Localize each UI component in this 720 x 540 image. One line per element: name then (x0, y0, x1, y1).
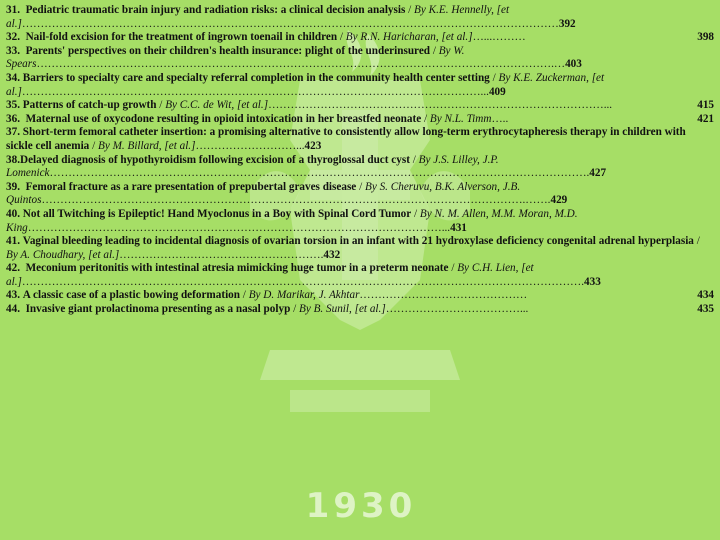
entry-title: Not all Twitching is Epileptic! Hand Myoclonus in a Boy with Spinal Cord Tumor (22, 207, 412, 220)
toc-entry-43[interactable]: 43. A classic case of a plastic bowing deformation / By D. Marikar, J. Akhtar……………………………………… 434 (6, 289, 714, 302)
entry-authors: By C.C. de Wit, [et al.] (165, 99, 269, 112)
entry-authors: By N. M. Allen, M.M. Moran, M.D. King (6, 207, 578, 234)
entry-authors: By R.N. Haricharan, [et al.] (345, 31, 473, 44)
entry-authors: By B. Sunil, [et al.] (299, 303, 386, 316)
entry-page: 432 (323, 248, 341, 261)
entry-number: 44. (6, 303, 20, 316)
toc-entry-34[interactable]: 34. Barriers to specialty care and specialty referral completion in the community health center setting / By K.E. Zuckerman, [et al.]……………………………………………………………………………………………………………...409 (6, 71, 605, 98)
entry-title: Delayed diagnosis of hypothyroidism following excision of a thyroglossal duct cyst (19, 153, 410, 166)
entry-number: 42. (6, 262, 20, 275)
entry-number: 37. (6, 126, 20, 139)
toc-entry-33[interactable]: 33. Parents' perspectives on their children's health insurance: plight of the underinsured / By W. Spears………………………………………………………………………………………………………………………….…403 (6, 44, 582, 71)
entry-page: 415 (697, 99, 714, 112)
entry-page: 409 (488, 85, 506, 98)
entry-authors: By A. Choudhary, [et al.] (6, 248, 120, 261)
toc-entry-31[interactable]: 31. Pediatric traumatic brain injury and radiation risks: a clinical decision analysis / By K.E. Hennelly, [et al.]………………………………………………………………………………………………………………………………392 (6, 4, 576, 30)
toc-entry-37[interactable]: 37. Short-term femoral catheter insertion: a promising alternative to consistently allow long-term erythrocytapheresis therapy in children with sickle cell anemia / By M. Billard, [et al.]………………………...423 (6, 126, 686, 152)
entry-authors: By J.S. Lilley, J.P. Lomenick (6, 153, 499, 180)
table-of-contents (6, 4, 714, 317)
entry-authors: By W. Spears (6, 44, 465, 71)
entry-number: 31. (6, 4, 20, 16)
entry-title: Short-term femoral catheter insertion: a promising alternative to consistently allow long-term erythrocytapheresis therapy in children with sickle cell anemia (6, 126, 686, 152)
entry-number: 43. (6, 289, 20, 302)
toc-entry-41[interactable]: 41. Vaginal bleeding leading to incidental diagnosis of ovarian torsion in an infant with 21 hydroxylase deficiency congenital adrenal hyperplasia / By A. Choudhary, [et al.]……………………………………………….432 (6, 235, 700, 261)
entry-page: 434 (697, 289, 714, 302)
entry-page: 427 (589, 167, 607, 180)
toc-entry-38[interactable]: 38.Delayed diagnosis of hypothyroidism following excision of a thyroglossal duct cyst / By J.S. Lilley, J.P. Lomenick……………………………………………………………………………………………………………………………….427 (6, 153, 607, 180)
entry-number: 39. (6, 180, 20, 193)
toc-entry-35[interactable]: 35. Patterns of catch-up growth / By C.C. de Wit, [et al.]………………………………………………………………………………... 415 (6, 99, 714, 112)
toc-entry-44[interactable]: 44. Invasive giant prolactinoma presenting as a nasal polyp / By B. Sunil, [et al.]………………………………... 435 (6, 303, 714, 316)
watermark-year: 1930 (305, 486, 417, 526)
entry-page: 398 (697, 31, 714, 44)
entry-page: 392 (558, 17, 576, 30)
entry-title: Patterns of catch-up growth (22, 99, 157, 112)
entry-page: 421 (697, 112, 714, 125)
entry-authors: By K.E. Hennelly, [et al.] (6, 4, 510, 30)
entry-number: 41. (6, 235, 20, 248)
entry-page: 429 (550, 194, 568, 207)
entry-page: 431 (450, 221, 467, 234)
entry-title: Parents' perspectives on their children's health insurance: plight of the underinsured (25, 44, 431, 57)
entry-authors: By C.H. Lien, [et al.] (6, 262, 534, 288)
entry-title: Nail-fold excision for the treatment of ingrown toenail in children (25, 31, 338, 44)
entry-number: 34. (6, 71, 20, 84)
entry-number: 38. (6, 153, 20, 166)
entry-title: Meconium peritonitis with intestinal atresia mimicking huge tumor in a preterm neonate (25, 262, 449, 275)
entry-number: 35. (6, 99, 20, 112)
toc-entry-32[interactable]: 32. Nail-fold excision for the treatment of ingrown toenail in children / By R.N. Haricharan, [et al.]…...……… 398 (6, 31, 714, 44)
entry-number: 40. (6, 207, 20, 220)
entry-number: 32. (6, 31, 20, 44)
toc-entry-36[interactable]: 36. Maternal use of oxycodone resulting in opioid intoxication in her breastfed neonate / By N.L. Timm….. 421 (6, 112, 714, 125)
entry-title: Maternal use of oxycodone resulting in opioid intoxication in her breastfed neonate (25, 112, 422, 125)
entry-page: 433 (584, 275, 601, 288)
entry-title: Barriers to specialty care and specialty referral completion in the community health center setting (22, 71, 490, 84)
entry-title: Vaginal bleeding leading to incidental diagnosis of ovarian torsion in an infant with 21 hydroxylase deficiency congenital adrenal hyperplasia (22, 235, 694, 248)
entry-authors: By K.E. Zuckerman, [et al.] (6, 71, 605, 98)
entry-number: 36. (6, 112, 20, 125)
entry-authors: By S. Cheruvu, B.K. Alverson, J.B. Quintos (6, 180, 521, 207)
entry-authors: By N.L. Timm (429, 112, 492, 125)
toc-entry-39[interactable]: 39. Femoral fracture as a rare presentation of prepubertal graves disease / By S. Cheruvu, B.K. Alverson, J.B. Quintos………………………………………………………………………………………………………………….…….429 (6, 180, 568, 207)
entry-title: Femoral fracture as a rare presentation of prepubertal graves disease (25, 180, 357, 193)
entry-title: A classic case of a plastic bowing deformation (22, 289, 240, 302)
toc-entry-40[interactable]: 40. Not all Twitching is Epileptic! Hand Myoclonus in a Boy with Spinal Cord Tumor / By N. M. Allen, M.M. Moran, M.D. King…………………………………………………………………………………………………...431 (6, 207, 578, 234)
entry-authors: By M. Billard, [et al.] (97, 139, 196, 152)
entry-page: 423 (304, 139, 322, 152)
entry-title: Invasive giant prolactinoma presenting as a nasal polyp (25, 303, 291, 316)
toc-entry-42[interactable]: 42. Meconium peritonitis with intestinal atresia mimicking huge tumor in a preterm neonate / By C.H. Lien, [et al.]…………………………………………………………………………………………………………………………………….433 (6, 262, 601, 288)
entry-page: 435 (697, 303, 714, 316)
entry-number: 33. (6, 44, 20, 57)
entry-page: 403 (565, 58, 582, 71)
entry-authors: By D. Marikar, J. Akhtar (248, 289, 360, 302)
entry-title: Pediatric traumatic brain injury and radiation risks: a clinical decision analysis (25, 4, 406, 16)
